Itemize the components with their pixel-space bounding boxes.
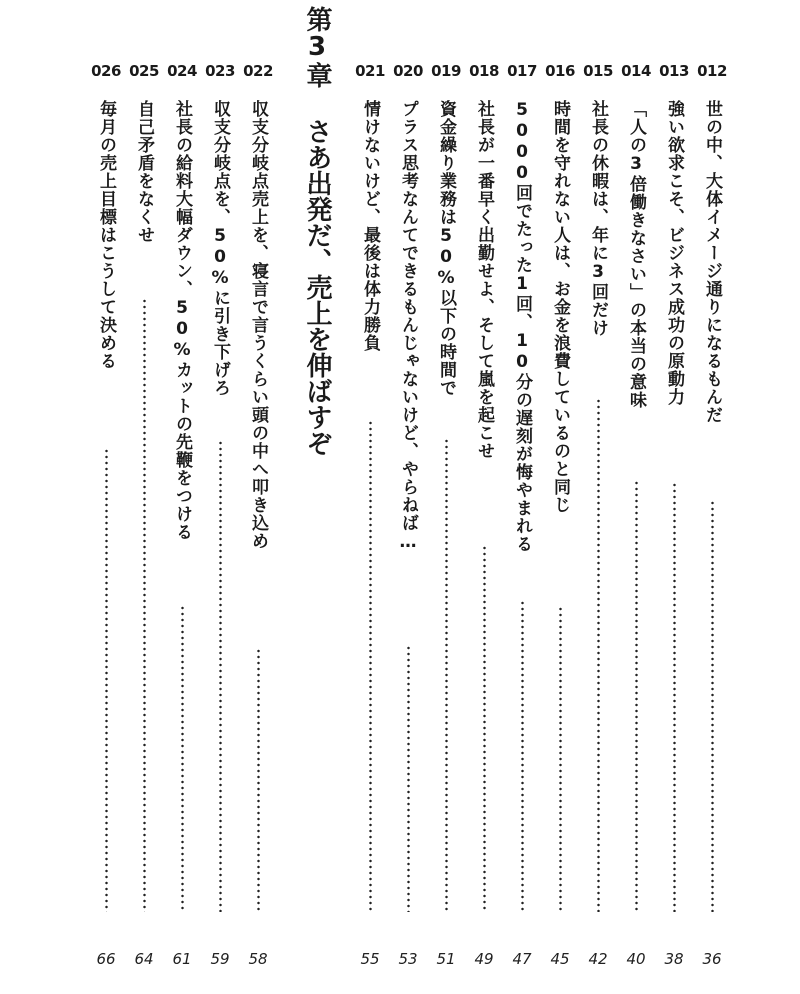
- entry-page: 38: [664, 950, 684, 968]
- entry-number: 012: [697, 62, 727, 80]
- entry-title: 5000回でたった1回、10分の遅刻が悔やまれる: [512, 100, 532, 553]
- entry-title: 収支分岐点売上を、寝言で言うくらい頭の中へ叩き込め: [248, 100, 268, 550]
- entry-title: 毎月の売上目標はこうして決める: [96, 100, 116, 370]
- entry-number: 026: [91, 62, 121, 80]
- entry-page: 49: [474, 950, 494, 968]
- entry-number: 020: [393, 62, 423, 80]
- dot-leader: [219, 440, 222, 912]
- entry-page: 66: [96, 950, 116, 968]
- entry-page: 47: [512, 950, 532, 968]
- entry-number: 022: [243, 62, 273, 80]
- entry-title: 社長の給料大幅ダウン、50%カットの先鞭をつける: [172, 100, 192, 541]
- chapter-label: 第3章: [302, 6, 332, 88]
- dot-leader: [143, 298, 146, 912]
- chapter-heading: [292, 6, 342, 456]
- entry-title: 「人の3倍働きなさい」の本当の意味: [626, 100, 646, 409]
- entry-number: 016: [545, 62, 575, 80]
- entry-title: 収支分岐点を、50%に引き下げろ: [210, 100, 230, 397]
- dot-leader: [181, 605, 184, 912]
- entry-page: 36: [702, 950, 722, 968]
- entry-page: 58: [248, 950, 268, 968]
- entry-number: 017: [507, 62, 537, 80]
- dot-leader: [597, 398, 600, 912]
- dot-leader: [257, 648, 260, 912]
- entry-number: 013: [659, 62, 689, 80]
- chapter-title: さあ出発だ、売上を伸ばすぞ: [302, 118, 332, 456]
- entry-title: 自己矛盾をなくせ: [134, 100, 154, 244]
- entry-page: 51: [436, 950, 456, 968]
- entry-number: 023: [205, 62, 235, 80]
- dot-leader: [711, 500, 714, 912]
- entry-title: 情けないけど、最後は体力勝負: [360, 100, 380, 352]
- entry-page: 42: [588, 950, 608, 968]
- dot-leader: [105, 448, 108, 912]
- dot-leader: [635, 480, 638, 912]
- entry-page: 45: [550, 950, 570, 968]
- dot-leader: [445, 438, 448, 912]
- entry-page: 53: [398, 950, 418, 968]
- entry-number: 015: [583, 62, 613, 80]
- dot-leader: [483, 545, 486, 912]
- dot-leader: [369, 420, 372, 912]
- entry-page: 64: [134, 950, 154, 968]
- entry-page: 55: [360, 950, 380, 968]
- entry-title: 強い欲求こそ、ビジネス成功の原動力: [664, 100, 684, 406]
- entry-title: 世の中、大体イメージ通りになるもんだ: [702, 100, 722, 424]
- entry-number: 024: [167, 62, 197, 80]
- entry-title: 資金繰り業務は50%以下の時間で: [436, 100, 456, 397]
- entry-page: 61: [172, 950, 192, 968]
- entry-number: 025: [129, 62, 159, 80]
- dot-leader: [521, 600, 524, 912]
- entry-number: 018: [469, 62, 499, 80]
- entry-page: 59: [210, 950, 230, 968]
- entry-title: 時間を守れない人は、お金を浪費しているのと同じ: [550, 100, 570, 514]
- entry-page: 40: [626, 950, 646, 968]
- entry-number: 021: [355, 62, 385, 80]
- dot-leader: [407, 645, 410, 912]
- entry-title: プラス思考なんてできるもんじゃないけど、やらねば…: [398, 100, 418, 553]
- dot-leader: [673, 482, 676, 912]
- entry-number: 019: [431, 62, 461, 80]
- entry-title: 社長の休暇は、年に3回だけ: [588, 100, 608, 337]
- dot-leader: [559, 606, 562, 912]
- entry-title: 社長が一番早く出勤せよ、そして嵐を起こせ: [474, 100, 494, 460]
- entry-number: 014: [621, 62, 651, 80]
